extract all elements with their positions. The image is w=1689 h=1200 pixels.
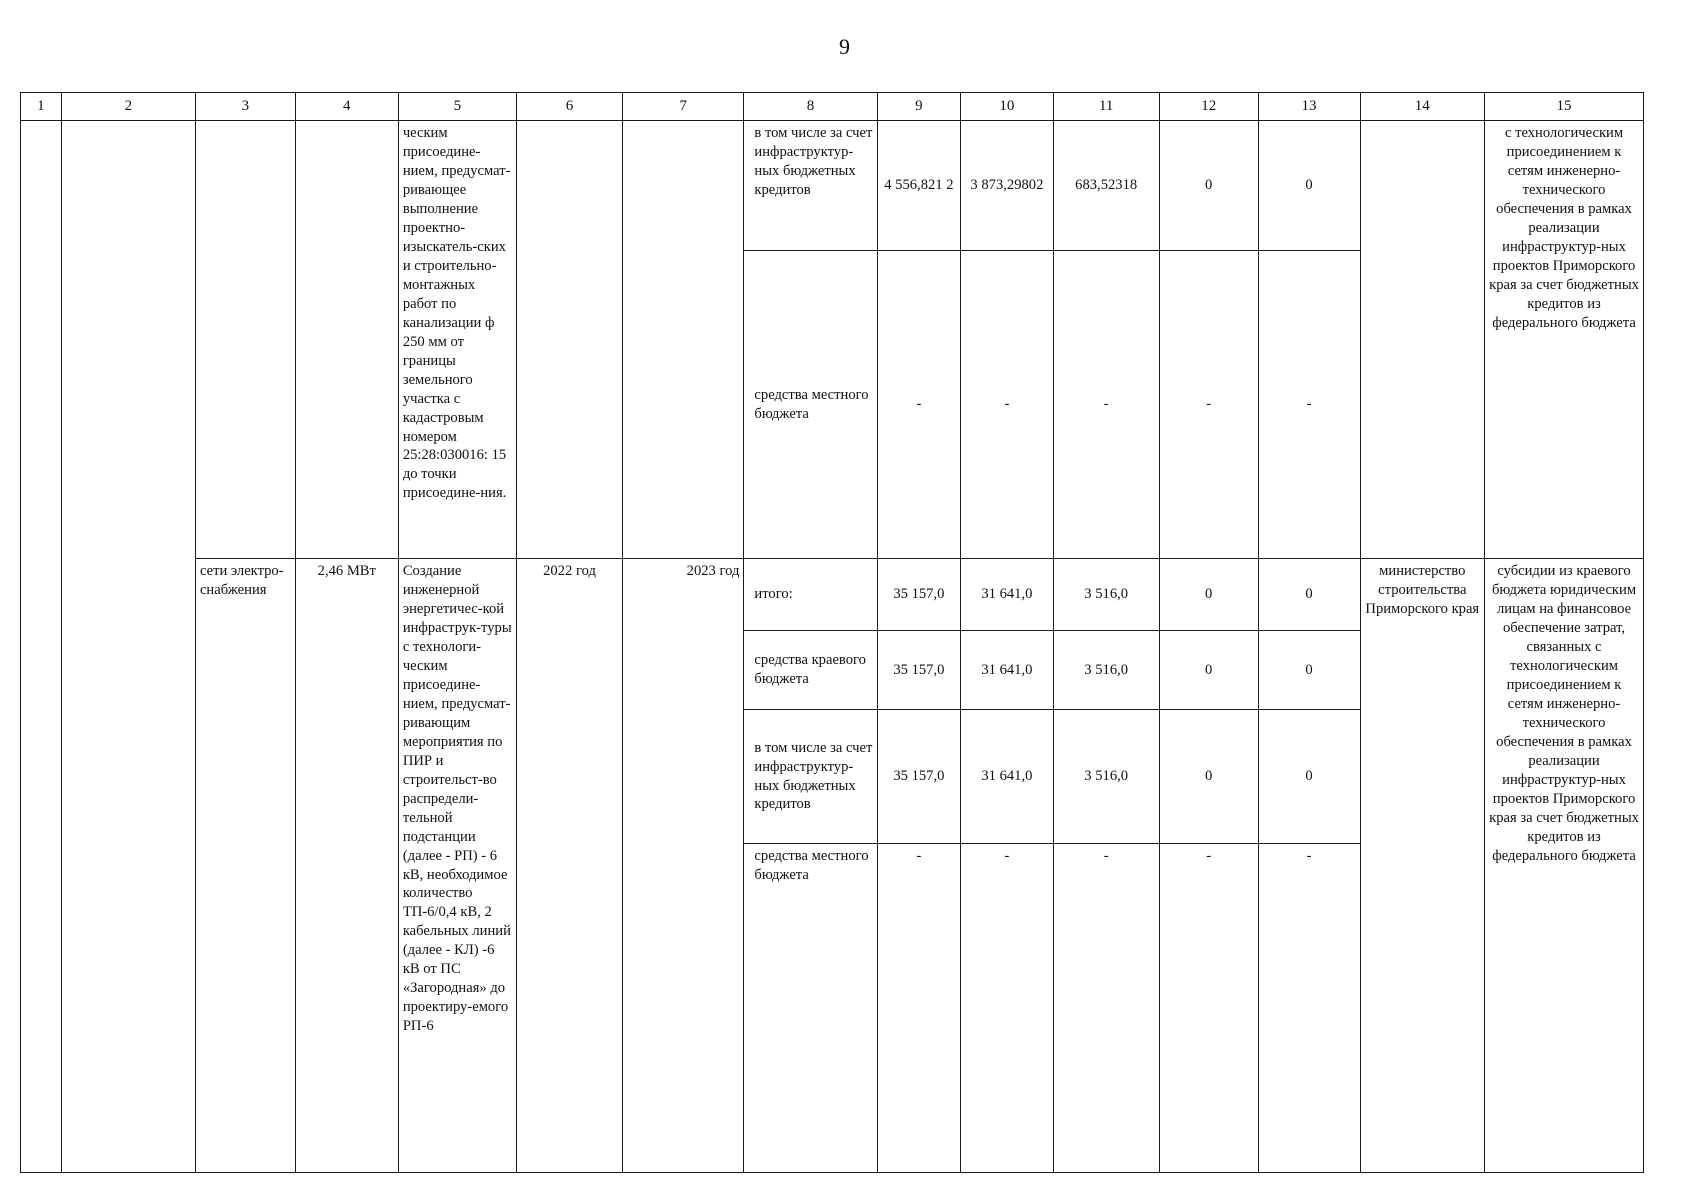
page-number: 9: [839, 34, 850, 59]
block2-value-c12: 0: [1159, 710, 1258, 844]
header-cell-8: 8: [744, 93, 877, 121]
block1-value-c9: -: [877, 251, 961, 559]
block2-executor: министерство строительства Приморского края: [1360, 559, 1485, 1173]
block1-note: с технологическим присоединением к сетям инженерно-технического обеспечения в рамках реализации инфраструктур-ных проектов Приморского края за счет бюджетных кредитов из федерального бюджета: [1485, 121, 1644, 559]
block2-start-year: 2022 год: [516, 559, 622, 1173]
block2-description: Создание инженерной энергетичес-кой инфраструк-туры с технологи-ческим присоедине-нием, предусмат-ривающим мероприятия по ПИР и строительст-во распредели-тельной подстанции (далее - РП) - 6 кВ, необходимое количество ТП-6/0,4 кВ, 2 кабельных линий (далее - КЛ) -6 кВ от ПС «Загородная» до проектиру-емого РП-6: [398, 559, 516, 1173]
header-cell-15: 15: [1485, 93, 1644, 121]
header-row: [21, 93, 1644, 121]
header-cell-1: 1: [21, 93, 62, 121]
block2-note: субсидии из краевого бюджета юридическим лицам на финансовое обеспечение затрат, связанных с технологическим присоединением к сетям инженерно-технического обеспечения в рамках реализации инфраструктур-ных проектов Приморского края за счет бюджетных кредитов из федерального бюджета: [1485, 559, 1644, 1173]
block1-value-c10: -: [961, 251, 1053, 559]
block1-executor: [1360, 121, 1485, 559]
block1-value-c13: -: [1258, 251, 1360, 559]
block2-value-c13: 0: [1258, 710, 1360, 844]
block2-row-label: итого:: [744, 559, 877, 631]
block1-row-label: в том числе за счет инфраструктур-ных бюджетных кредитов: [744, 121, 877, 251]
header-cell-7: 7: [623, 93, 744, 121]
block1-col3: [195, 121, 295, 559]
header-cell-9: 9: [877, 93, 961, 121]
block2-value-c9: 35 157,0: [877, 631, 961, 710]
block2-value-c12: 0: [1159, 559, 1258, 631]
col2-cell: [61, 121, 195, 1173]
header-cell-10: 10: [961, 93, 1053, 121]
table-row: [21, 559, 1644, 631]
block2-value-c9: 35 157,0: [877, 559, 961, 631]
header-cell-2: 2: [61, 93, 195, 121]
block2-value-c11: 3 516,0: [1053, 710, 1159, 844]
block1-value-c11: 683,52318: [1053, 121, 1159, 251]
block2-value-c13: 0: [1258, 559, 1360, 631]
block2-capacity: 2,46 МВт: [295, 559, 398, 1173]
block2-value-c13: 0: [1258, 631, 1360, 710]
block1-row-label: средства местного бюджета: [744, 251, 877, 559]
block1-value-c13: 0: [1258, 121, 1360, 251]
block2-value-c10: 31 641,0: [961, 631, 1053, 710]
block1-value-c10: 3 873,29802: [961, 121, 1053, 251]
header-cell-6: 6: [516, 93, 622, 121]
block2-end-year: 2023 год: [623, 559, 744, 1173]
block1-col6: [516, 121, 622, 559]
block1-description: ческим присоедине-нием, предусмат-ривающее выполнение проектно-изыскатель-ских и строительно-монтажных работ по канализации ф 250 мм от границы земельного участка с кадастровым номером 25:28:030016: 15 до точки присоедине-ния.: [398, 121, 516, 559]
block2-value-c10: 31 641,0: [961, 710, 1053, 844]
header-cell-13: 13: [1258, 93, 1360, 121]
block2-row-label: средства местного бюджета: [744, 844, 877, 1173]
table-row: [21, 121, 1644, 251]
header-cell-3: 3: [195, 93, 295, 121]
block2-value-c10: 31 641,0: [961, 559, 1053, 631]
block1-value-c11: -: [1053, 251, 1159, 559]
block2-row-label: в том числе за счет инфраструктур-ных бюджетных кредитов: [744, 710, 877, 844]
block2-row-label: средства краевого бюджета: [744, 631, 877, 710]
block1-col4: [295, 121, 398, 559]
block2-value-c13: -: [1258, 844, 1360, 1173]
header-cell-12: 12: [1159, 93, 1258, 121]
block2-network-type: сети электро-снабжения: [195, 559, 295, 1173]
block2-value-c10: -: [961, 844, 1053, 1173]
block1-value-c12: -: [1159, 251, 1258, 559]
block2-value-c11: 3 516,0: [1053, 631, 1159, 710]
budget-table: [20, 92, 1644, 1173]
header-cell-11: 11: [1053, 93, 1159, 121]
block2-value-c12: -: [1159, 844, 1258, 1173]
col1-cell: [21, 121, 62, 1173]
block2-value-c11: 3 516,0: [1053, 559, 1159, 631]
block2-value-c12: 0: [1159, 631, 1258, 710]
header-cell-14: 14: [1360, 93, 1485, 121]
block2-value-c9: -: [877, 844, 961, 1173]
header-cell-4: 4: [295, 93, 398, 121]
block2-value-c9: 35 157,0: [877, 710, 961, 844]
block1-value-c12: 0: [1159, 121, 1258, 251]
header-cell-5: 5: [398, 93, 516, 121]
block2-value-c11: -: [1053, 844, 1159, 1173]
block1-col7: [623, 121, 744, 559]
block1-value-c9: 4 556,821 2: [877, 121, 961, 251]
